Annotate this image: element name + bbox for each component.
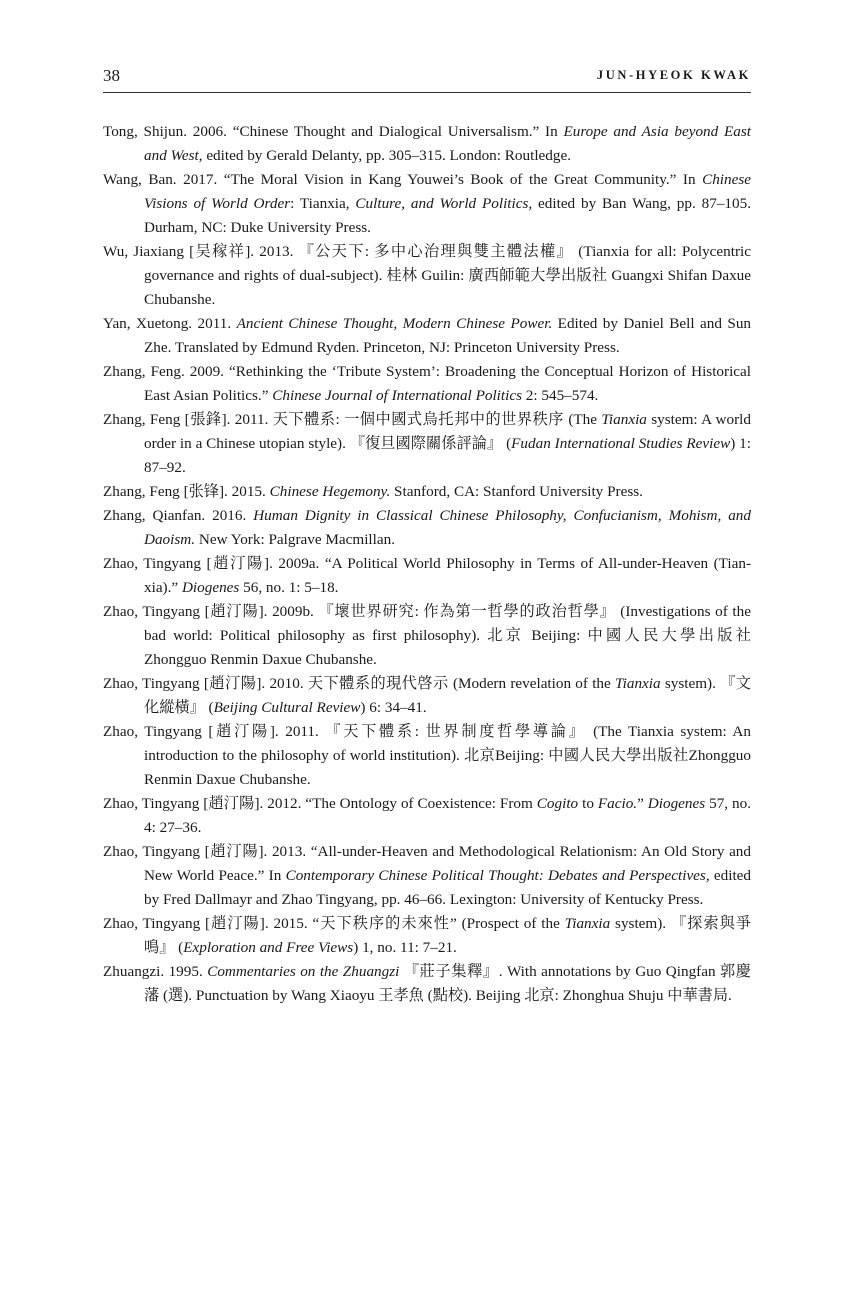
reference-text: Stanford, CA: Stanford University Press. bbox=[390, 483, 643, 500]
reference-italic-text: Tianxia bbox=[601, 411, 647, 428]
reference-text: Zhao, Tingyang [趙汀陽]. 2012. “The Ontology of Coexistence: From bbox=[103, 795, 537, 812]
reference-entry bbox=[103, 120, 751, 168]
reference-text: 『莊子集釋』. With annotations by Guo Qingfan 郭慶藩 (選). Punctuation by Wang Xiaoyu 王孝魚 (點校). Beijing 北京: Zhonghua Shuju 中華書局. bbox=[144, 963, 751, 1004]
reference-text: Zhao, Tingyang [趙汀陽]. 2009b. 『壞世界研究: 作為第一哲學的政治哲學』 (Investigations of the bad world: Political philosophy as first philosophy). 北京 Beijing: 中國人民大學出版社 Zhongguo Renmin Daxue Chubanshe. bbox=[103, 603, 751, 668]
reference-text: Tong, Shijun. 2006. “Chinese Thought and Dialogical Universalism.” In bbox=[103, 123, 564, 140]
reference-italic-text: Commentaries on the Zhuangzi bbox=[207, 963, 400, 980]
reference-entry bbox=[103, 912, 751, 960]
reference-text: 56, no. 1: 5–18. bbox=[239, 579, 339, 596]
reference-italic-text: Tianxia bbox=[564, 915, 611, 932]
reference-entry bbox=[103, 312, 751, 360]
reference-entry bbox=[103, 600, 751, 672]
reference-text: edited by Fred Dallmayr and Zhao Tingyang, pp. 46–66. Lexington: University of Kentucky Press. bbox=[144, 867, 751, 908]
reference-italic-text: Beijing Cultural Review bbox=[213, 699, 361, 716]
reference-entry bbox=[103, 552, 751, 600]
reference-text: edited by Ban Wang, pp. 87–105. Durham, NC: Duke University Press. bbox=[144, 195, 751, 236]
reference-italic-text: Culture, and World Politics, bbox=[355, 195, 533, 212]
reference-text: Zhao, Tingyang [趙汀陽]. 2013. “All-under-Heaven and Methodological Relationism: An Old Story and New World Peace.” In bbox=[103, 843, 751, 884]
reference-text: ) 6: 34–41. bbox=[360, 699, 427, 716]
reference-italic-text: Ancient Chinese Thought, Modern Chinese Power. bbox=[236, 315, 553, 332]
reference-text: Zhang, Feng [張鋒]. 2011. 天下體系: 一個中國式烏托邦中的世界秩序 (The bbox=[103, 411, 602, 428]
reference-text: 57, no. 4: 27–36. bbox=[144, 795, 751, 836]
reference-text: Zhang, Feng [张锋]. 2015. bbox=[103, 483, 270, 500]
running-head: JUN-HYEOK KWAK bbox=[596, 68, 751, 82]
reference-text: ” bbox=[637, 795, 648, 812]
reference-entry bbox=[103, 672, 751, 720]
reference-entry bbox=[103, 168, 751, 240]
reference-italic-text: Cogito bbox=[536, 795, 579, 812]
reference-entry bbox=[103, 960, 751, 1008]
reference-text: Wu, Jiaxiang [吴稼祥]. 2013. 『公天下: 多中心治理與雙主體法權』 (Tianxia for all: Polycentric governance and rights of dual-subject). 桂林 Guilin: 廣西師範大學出版社 Guangxi Shifan Daxue Chubanshe. bbox=[103, 243, 751, 308]
reference-text: Zhao, Tingyang [趙汀陽]. 2011. 『天下體系: 世界制度哲學導論』 (The Tianxia system: An introduction to the philosophy of world institution). 北京Beijing: 中國人民大學出版社Zhongguo Renmin Daxue Chubanshe. bbox=[103, 723, 751, 788]
reference-text: Yan, Xuetong. 2011. bbox=[103, 315, 237, 332]
reference-entry bbox=[103, 504, 751, 552]
reference-italic-text: Chinese Visions of World Order bbox=[144, 171, 751, 212]
reference-text: system). 『探索與爭鳴』 ( bbox=[144, 915, 751, 956]
reference-text: edited by Gerald Delanty, pp. 305–315. London: Routledge. bbox=[202, 147, 572, 164]
reference-italic-text: Human Dignity in Classical Chinese Philosophy, Confucianism, Mohism, and Daoism. bbox=[144, 507, 751, 548]
reference-italic-text: Tianxia bbox=[615, 675, 661, 692]
reference-text: system). 『文化縱橫』 ( bbox=[144, 675, 751, 716]
reference-text: Zhuangzi. 1995. bbox=[103, 963, 208, 980]
reference-list bbox=[103, 120, 751, 1008]
reference-italic-text: Diogenes bbox=[181, 579, 240, 596]
reference-text: Zhang, Qianfan. 2016. bbox=[103, 507, 254, 524]
reference-entry bbox=[103, 792, 751, 840]
reference-italic-text: Europe and Asia beyond East and West, bbox=[144, 123, 752, 164]
reference-text: ) 1, no. 11: 7–21. bbox=[353, 939, 457, 956]
reference-italic-text: Chinese Journal of International Politics bbox=[272, 387, 522, 404]
header-rule bbox=[103, 92, 751, 93]
reference-italic-text: Diogenes bbox=[647, 795, 706, 812]
reference-entry bbox=[103, 240, 751, 312]
reference-entry bbox=[103, 840, 751, 912]
reference-text: Zhao, Tingyang [趙汀陽]. 2015. “天下秩序的未來性” (Prospect of the bbox=[103, 915, 565, 932]
reference-entry bbox=[103, 408, 751, 480]
reference-text: system: A world order in a Chinese utopian style). 『復旦國際關係評論』 ( bbox=[144, 411, 751, 452]
reference-entry bbox=[103, 360, 751, 408]
reference-italic-text: Contemporary Chinese Political Thought: Debates and Perspectives, bbox=[285, 867, 710, 884]
page-number: 38 bbox=[103, 66, 120, 85]
reference-text: Wang, Ban. 2017. “The Moral Vision in Kang Youwei’s Book of the Great Community.” In bbox=[103, 171, 703, 188]
reference-text: Zhao, Tingyang [趙汀陽]. 2010. 天下體系的現代啓示 (Modern revelation of the bbox=[103, 675, 616, 692]
reference-entry bbox=[103, 720, 751, 792]
reference-italic-text: Fudan International Studies Review bbox=[511, 435, 731, 452]
page-header bbox=[103, 66, 751, 90]
reference-italic-text: Chinese Hegemony. bbox=[269, 483, 391, 500]
reference-entry bbox=[103, 480, 751, 504]
reference-text: New York: Palgrave Macmillan. bbox=[195, 531, 395, 548]
reference-text: Zhao, Tingyang [趙汀陽]. 2009a. “A Political World Philosophy in Terms of All-under-Heaven (Tian-xia).” bbox=[103, 555, 751, 596]
reference-text: to bbox=[578, 795, 598, 812]
reference-italic-text: Facio. bbox=[597, 795, 638, 812]
reference-text: ) 1: 87–92. bbox=[144, 435, 751, 476]
reference-text: Zhang, Feng. 2009. “Rethinking the ‘Tribute System’: Broadening the Conceptual Horizon of Historical East Asian Politics.” bbox=[103, 363, 751, 404]
reference-text: 2: 545–574. bbox=[521, 387, 599, 404]
reference-italic-text: Exploration and Free Views bbox=[183, 939, 354, 956]
reference-text: Edited by Daniel Bell and Sun Zhe. Translated by Edmund Ryden. Princeton, NJ: Princeton University Press. bbox=[144, 315, 752, 356]
reference-text: : Tianxia, bbox=[290, 195, 356, 212]
